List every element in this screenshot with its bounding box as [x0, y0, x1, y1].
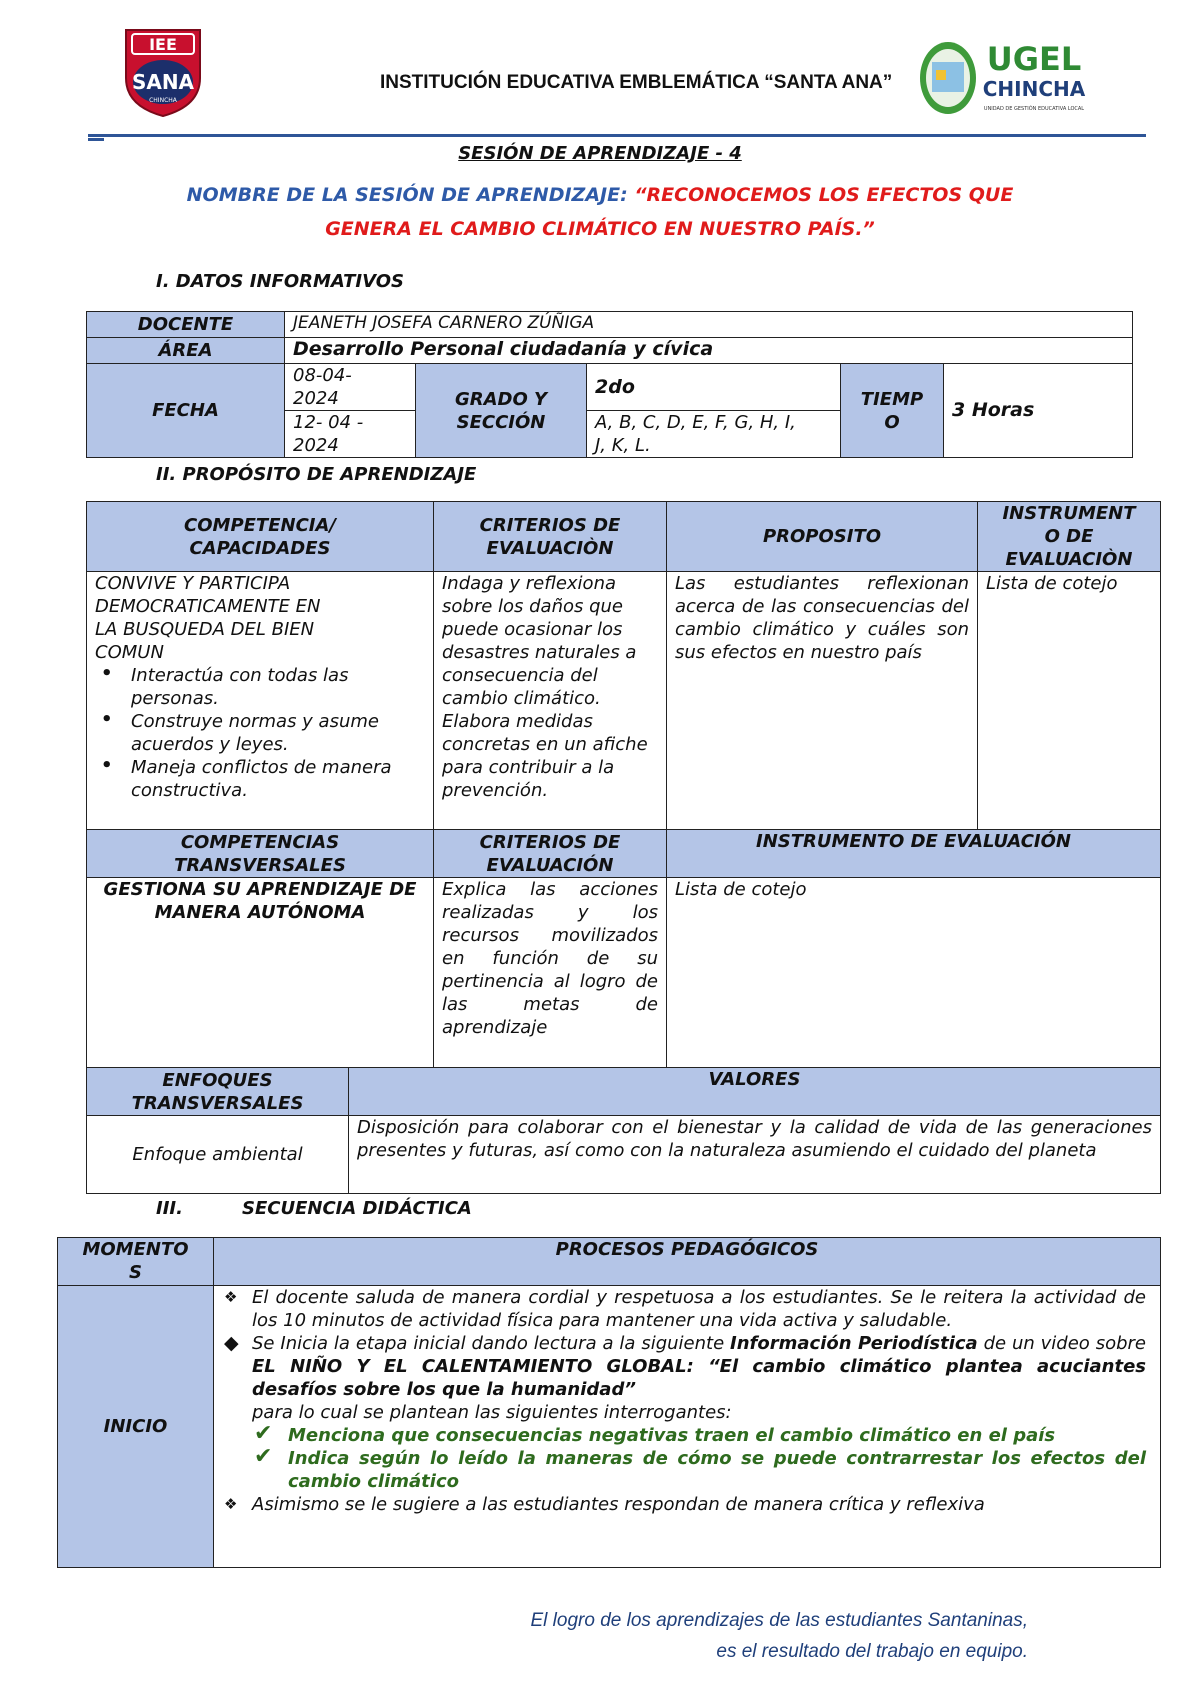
proceso-2b: Información Periodística [730, 1333, 978, 1354]
h-proposito: PROPOSITO [667, 502, 978, 572]
logo-right-subtitle: CHINCHA [982, 77, 1086, 101]
section-2-heading: II. PROPÓSITO DE APRENDIZAJE [156, 464, 477, 485]
h-criterios-2-line1: CRITERIOS DE [479, 831, 621, 853]
session-name-line1 [0, 184, 1200, 206]
logo-right-caption: UNIDAD DE GESTIÓN EDUCATIVA LOCAL [983, 106, 1085, 112]
capacidad-item: • Construye normas y asume acuerdos y leyes. [131, 710, 425, 756]
h-criterios-2-line2: EVALUACIÓN [486, 854, 614, 876]
diamond-bullet-icon: ❖ [224, 1495, 238, 1513]
logo-right-title: UGEL [986, 40, 1082, 78]
proceso-3-text: Asimismo se le sugiere a las estudiantes respondan de manera crítica y reflexiva [252, 1494, 985, 1515]
section-3-heading: SECUENCIA DIDÁCTICA [242, 1198, 472, 1219]
enfoque-cell: Enfoque ambiental [87, 1116, 349, 1194]
proceso-2e: para lo cual se plantean las siguientes interrogantes: [252, 1402, 732, 1423]
h-ct-line1: COMPETENCIAS [180, 831, 340, 853]
session-name-part1: “RECONOCEMOS LOS EFECTOS QUE [634, 184, 1014, 206]
fecha-1 [285, 364, 416, 411]
docente-value: JEANETH JOSEFA CARNERO ZÚÑIGA [285, 312, 1133, 338]
instrumento-cell: Lista de cotejo [978, 572, 1161, 830]
h-competencia-line2: CAPACIDADES [189, 537, 331, 559]
h-criterios [434, 502, 667, 572]
fecha-1-line2: 2024 [293, 388, 339, 409]
ct-cell: GESTIONA SU APRENDIZAJE DE MANERA AUTÓNOMA [87, 878, 434, 1068]
tiempo-label [841, 364, 944, 458]
area-label: ÁREA [87, 338, 285, 364]
capacidad-item: • Maneja conflictos de manera constructiva. [131, 756, 425, 802]
diamond-bullet-icon: ◆ [224, 1332, 239, 1354]
interrogante-item [254, 1444, 1146, 1493]
tiempo-label-line1: TIEMP [860, 388, 924, 410]
proceso-2d: EL NIÑO Y EL CALENTAMIENTO GLOBAL: “El cambio climático plantea acuciantes desafíos sobre los que la humanidad” [252, 1356, 1146, 1400]
tiempo-value: 3 Horas [944, 364, 1133, 458]
h-instrumento-line3: EVALUACIÒN [1005, 549, 1133, 570]
h-ct-line2: TRANSVERSALES [174, 854, 346, 876]
fecha-1-line1: 08-04- [293, 365, 352, 386]
h-procesos: PROCESOS PEDAGÓGICOS [214, 1238, 1161, 1286]
grado-label [416, 364, 587, 458]
h-valores: VALORES [349, 1068, 1161, 1116]
moment-inicio: INICIO [58, 1286, 214, 1568]
institution-name: INSTITUCIÓN EDUCATIVA EMBLEMÁTICA “SANTA ANA” [380, 72, 893, 93]
ugel-logo [918, 40, 1088, 120]
interrogante-2: Indica según lo leído la maneras de cómo se puede contrarrestar los efectos del cambio climático [288, 1448, 1146, 1492]
section-1-heading: I. DATOS INFORMATIVOS [156, 271, 404, 292]
capacidad-item: • Interactúa con todas las personas. [131, 664, 425, 710]
criterios-cell: Indaga y reflexiona sobre los daños que puede ocasionar los desastres naturales a consecuencia del cambio climático. Elabora medidas concretas en un afiche para contribuir a la prevención. [434, 572, 667, 830]
proceso-2a: Se Inicia la etapa inicial dando lectura a la siguiente [252, 1333, 731, 1354]
header-divider-accent [88, 138, 104, 141]
proceso-2c: de un video sobre [977, 1333, 1146, 1354]
h-competencia [87, 502, 434, 572]
area-value: Desarrollo Personal ciudadanía y cívica [285, 338, 1133, 364]
grado-label-line2: SECCIÓN [456, 411, 546, 433]
h-instrumento-line2: O DE [1044, 526, 1094, 547]
logo-left-small: CHINCHA [149, 97, 177, 104]
interrogante-1: Menciona que consecuencias negativas traen el cambio climático en el país [288, 1425, 1056, 1446]
secuencia-table [57, 1237, 1161, 1568]
ct-criterios-cell: Explica las acciones realizadas y los recursos movilizados en función de su pertinencia al logro de las metas de aprendizaje [434, 878, 667, 1068]
capacidades-list [95, 664, 425, 802]
competencia-cell [87, 572, 434, 830]
diamond-bullet-icon: ❖ [224, 1288, 238, 1306]
competencia-title: CONVIVE Y PARTICIPA DEMOCRATICAMENTE EN LA BUSQUEDA DEL BIEN COMUN [95, 573, 321, 663]
fecha-2 [285, 411, 416, 458]
ct-instrumento-cell: Lista de cotejo [667, 878, 1161, 1068]
proceso-item [224, 1493, 1146, 1516]
logo-left-name: SANA [131, 70, 195, 94]
h-instrumento-line1: INSTRUMENT [1002, 503, 1136, 524]
interrogante-item [254, 1421, 1146, 1447]
footer-line1: El logro de los aprendizajes de las estudiantes Santaninas, [530, 1610, 1028, 1631]
proceso-1-text: El docente saluda de manera cordial y respetuosa a los estudiantes. Se le reitera la actividad de los 10 minutos de actividad física para mantener una vida activa y saludable. [252, 1287, 1146, 1331]
docente-label: DOCENTE [87, 312, 285, 338]
h-instrumento [978, 502, 1161, 572]
h-criterios-2 [434, 830, 667, 878]
proceso-item [224, 1286, 1146, 1332]
check-icon: ✔ [254, 1444, 273, 1469]
fecha-2-line1: 12- 04 - [293, 412, 364, 433]
fecha-2-line2: 2024 [293, 435, 339, 456]
interrogantes-list [252, 1421, 1146, 1493]
h-competencia-line1: COMPETENCIA/ [184, 514, 336, 536]
h-enfoques-line1: ENFOQUES [162, 1069, 273, 1091]
check-icon: ✔ [254, 1421, 273, 1446]
header-divider [88, 134, 1146, 137]
session-name-label: NOMBRE DE LA SESIÓN DE APRENDIZAJE: [186, 184, 628, 206]
proposito-table [86, 501, 1161, 1194]
h-criterios-line2: EVALUACIÒN [486, 537, 614, 559]
logo-left-letters: IEE [149, 35, 177, 54]
h-criterios-line1: CRITERIOS DE [479, 514, 621, 536]
h-momentos-line2: S [129, 1262, 142, 1283]
h-competencias-transversales [87, 830, 434, 878]
school-logo [118, 26, 208, 118]
footer-line2: es el resultado del trabajo en equipo. [716, 1641, 1028, 1662]
fecha-label: FECHA [87, 364, 285, 458]
proceso-item [224, 1332, 1146, 1493]
h-enfoques-line2: TRANSVERSALES [131, 1092, 304, 1114]
section-3-heading-num: III. [156, 1198, 183, 1219]
grado-label-line1: GRADO Y [454, 388, 548, 410]
session-name-line2: GENERA EL CAMBIO CLIMÁTICO EN NUESTRO PAÍS.” [325, 218, 875, 240]
procesos-list [222, 1286, 1146, 1516]
procesos-cell [214, 1286, 1161, 1568]
secciones-value [587, 411, 841, 458]
valores-cell: Disposición para colaborar con el bienestar y la calidad de vida de las generaciones presentes y futuras, así como con la naturaleza asumiendo el cuidado del planeta [349, 1116, 1161, 1194]
proposito-cell: Las estudiantes reflexionan acerca de las consecuencias del cambio climático y cuáles son sus efectos en nuestro país [667, 572, 978, 830]
grado-value: 2do [587, 364, 841, 411]
session-title: SESIÓN DE APRENDIZAJE - 4 [458, 143, 742, 164]
datos-informativos-table [86, 311, 1133, 458]
h-momentos [58, 1238, 214, 1286]
h-enfoques [87, 1068, 349, 1116]
h-instrumento-2: INSTRUMENTO DE EVALUACIÓN [667, 830, 1161, 878]
secciones-line1: A, B, C, D, E, F, G, H, I, [595, 412, 796, 433]
secciones-line2: J, K, L. [595, 435, 651, 456]
h-momentos-line1: MOMENTO [82, 1239, 189, 1260]
tiempo-label-line2: O [884, 411, 900, 433]
